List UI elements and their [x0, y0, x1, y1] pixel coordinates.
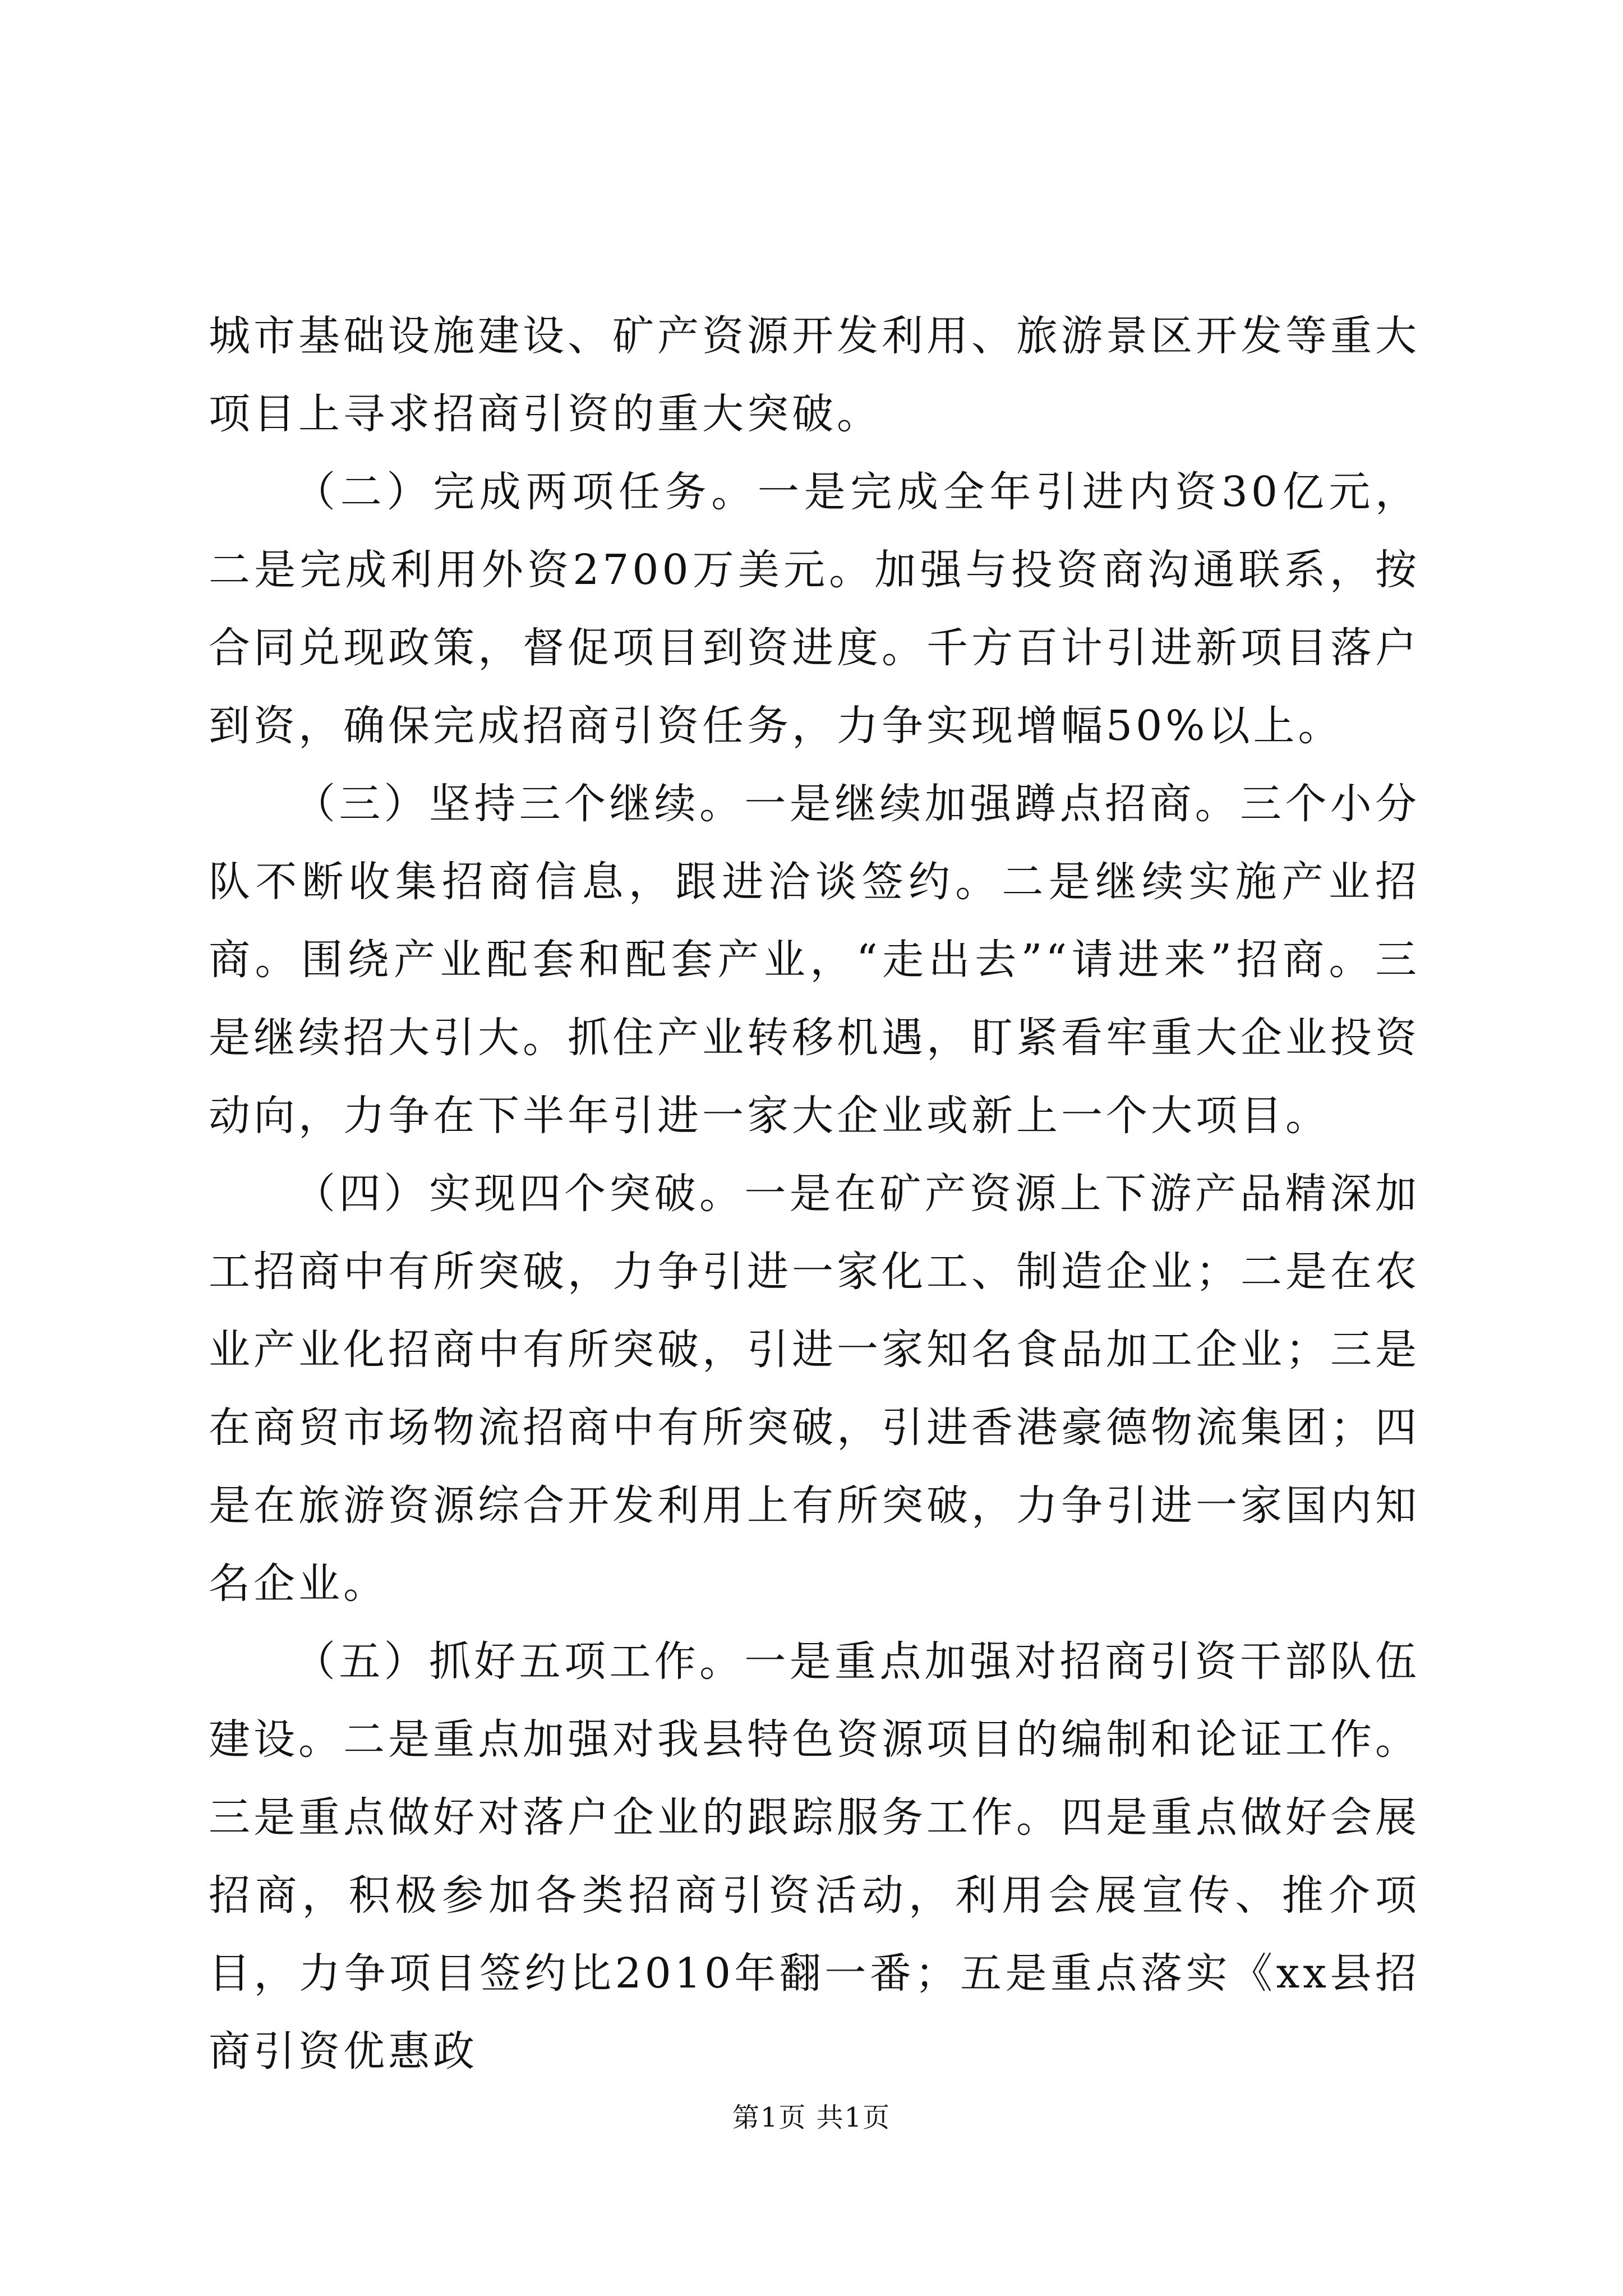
paragraph-four-breakthroughs: （四）实现四个突破。一是在矿产资源上下游产品精深加工招商中有所突破，力争引进一家化工、制造企业；二是在农业产业化招商中有所突破，引进一家知名食品加工企业；三是在商贸市场物流招商中有所突破，引进香港豪德物流集团；四是在旅游资源综合开发利用上有所突破，力争引进一家国内知名企业。: [209, 1170, 1420, 1608]
page-footer: 第1页 共1页: [732, 2102, 891, 2133]
paragraph-continuation: 城市基础设施建设、矿产资源开发利用、旅游景区开发等重大项目上寻求招商引资的重大突破。: [209, 312, 1420, 438]
paragraph-two-tasks: （二）完成两项任务。一是完成全年引进内资30亿元，二是完成利用外资2700万美元。加强与投资商沟通联系，按合同兑现政策，督促项目到资进度。千方百计引进新项目落户到资，确保完成招商引资任务，力争实现增幅50%以上。: [209, 468, 1420, 750]
paragraph-three-continues: （三）坚持三个继续。一是继续加强蹲点招商。三个小分队不断收集招商信息，跟进洽谈签约。二是继续实施产业招商。围绕产业配套和配套产业，“走出去”“请进来”招商。三是继续招大引大。抓住产业转移机遇，盯紧看牢重大企业投资动向，力争在下半年引进一家大企业或新上一个大项目。: [209, 780, 1420, 1140]
document-body: [209, 297, 1420, 2091]
paragraph-five-tasks: （五）抓好五项工作。一是重点加强对招商引资干部队伍建设。二是重点加强对我县特色资源项目的编制和论证工作。三是重点做好对落户企业的跟踪服务工作。四是重点做好会展招商，积极参加各类招商引资活动，利用会展宣传、推介项目，力争项目签约比2010年翻一番；五是重点落实《xx县招商引资优惠政: [209, 1637, 1420, 2076]
